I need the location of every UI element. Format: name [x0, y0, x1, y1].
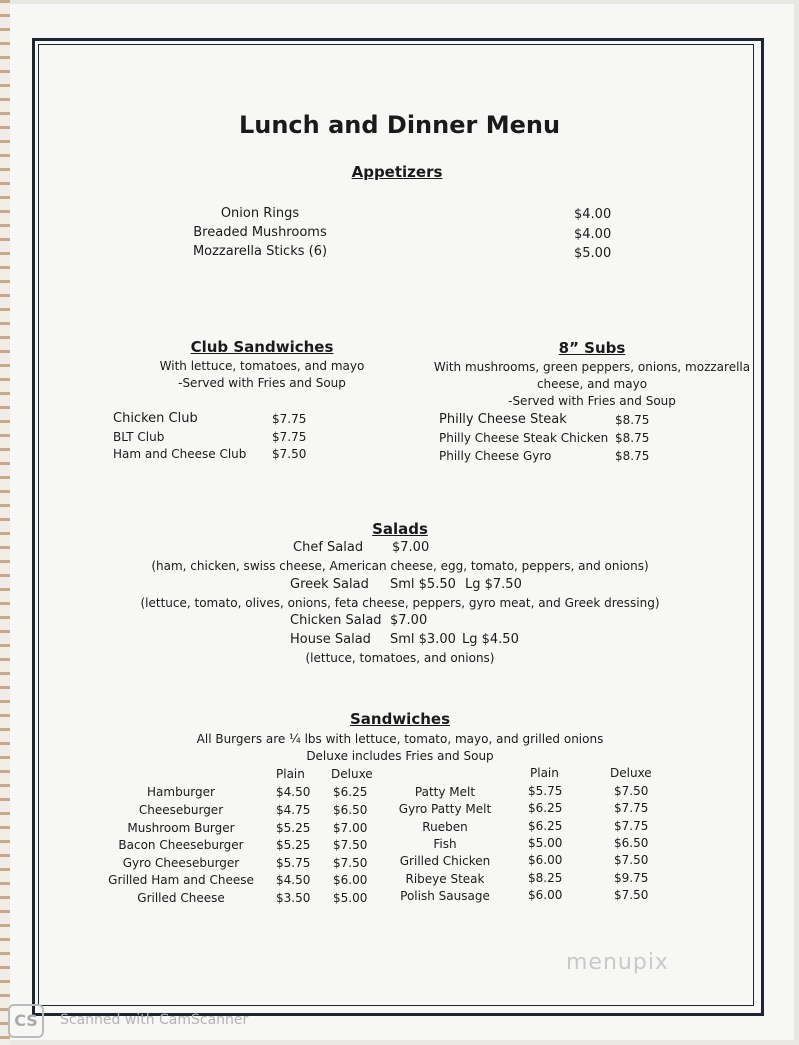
page-title: Lunch and Dinner Menu: [238, 111, 561, 139]
subs-description: -Served with Fries and Soup: [508, 394, 676, 408]
sandwiches-note: All Burgers are ¼ lbs with lettuce, tomato, mayo, and grilled onions: [196, 732, 604, 746]
sandwich-price-deluxe: $7.50: [614, 888, 649, 902]
sandwich-price-deluxe: $6.50: [614, 836, 649, 850]
appetizer-price: $5.00: [574, 246, 612, 261]
sandwich-name: Hamburger: [147, 785, 215, 799]
club-description: With lettuce, tomatoes, and mayo: [159, 359, 365, 373]
sandwich-price-deluxe: $7.00: [333, 821, 368, 835]
sandwich-price-deluxe: $7.50: [333, 838, 368, 852]
appetizer-price: $4.00: [574, 227, 612, 242]
salad-name: House Salad: [290, 632, 371, 647]
column-header-plain: Plain: [530, 766, 559, 780]
appetizer-name: Breaded Mushrooms: [193, 225, 327, 240]
salad-price: $7.00: [390, 613, 428, 628]
sub-item-name: Philly Cheese Gyro: [439, 449, 552, 463]
spiral-binding: [0, 0, 10, 1045]
salad-name: Chef Salad: [293, 540, 364, 555]
club-description: -Served with Fries and Soup: [178, 376, 346, 390]
club-item-name: Ham and Cheese Club: [113, 447, 247, 461]
column-header-deluxe: Deluxe: [610, 766, 652, 780]
club-item-name: BLT Club: [113, 430, 165, 444]
camscanner-logo-icon: CS: [8, 1004, 44, 1038]
club-item-price: $7.50: [272, 447, 307, 461]
sandwich-price-deluxe: $7.50: [614, 784, 649, 798]
sandwich-price-plain: $5.25: [276, 821, 311, 835]
sandwich-price-plain: $6.00: [528, 853, 563, 867]
club-item-price: $7.75: [272, 430, 307, 444]
sandwich-price-plain: $5.00: [528, 836, 563, 850]
sandwich-price-plain: $4.75: [276, 803, 311, 817]
appetizer-name: Mozzarella Sticks (6): [192, 244, 328, 259]
sandwich-price-deluxe: $5.00: [333, 891, 368, 905]
sandwich-name: Fish: [433, 837, 457, 851]
sandwich-price-deluxe: $9.75: [614, 871, 649, 885]
sandwich-name: Cheeseburger: [138, 803, 224, 817]
subs-heading: 8” Subs: [558, 339, 626, 357]
sub-item-price: $8.75: [615, 431, 650, 445]
sandwich-price-deluxe: $6.25: [333, 785, 368, 799]
sandwich-price-plain: $5.25: [276, 838, 311, 852]
salad-name: Chicken Salad: [290, 613, 382, 628]
salad-description: (lettuce, tomatoes, and onions): [305, 651, 495, 665]
subs-description: With mushrooms, green peppers, onions, mozzarella: [433, 360, 751, 374]
sandwich-price-deluxe: $7.50: [614, 853, 649, 867]
sandwich-price-deluxe: $7.75: [614, 819, 649, 833]
sandwich-name: Grilled Chicken: [399, 854, 491, 868]
salad-description: (lettuce, tomato, olives, onions, feta cheese, peppers, gyro meat, and Greek dressing): [140, 596, 660, 610]
sub-item-price: $8.75: [615, 413, 650, 427]
column-header-plain: Plain: [276, 767, 305, 781]
sandwich-price-deluxe: $6.50: [333, 803, 368, 817]
appetizer-name: Onion Rings: [220, 206, 300, 221]
sandwich-name: Bacon Cheeseburger: [118, 838, 244, 852]
salad-name: Greek Salad: [290, 577, 369, 592]
sandwiches-heading: Sandwiches: [349, 710, 450, 728]
sandwich-price-deluxe: $7.75: [614, 801, 649, 815]
sandwich-name: Polish Sausage: [400, 889, 490, 903]
sandwich-name: Gyro Patty Melt: [398, 802, 492, 816]
salad-price: $7.00: [392, 540, 430, 555]
club-heading: Club Sandwiches: [190, 338, 334, 356]
sandwich-price-plain: $5.75: [528, 784, 563, 798]
sandwich-price-plain: $4.50: [276, 785, 311, 799]
sandwich-name: Patty Melt: [414, 785, 476, 799]
salad-price-large: Lg $7.50: [465, 577, 522, 592]
camscanner-text: Scanned with CamScanner: [60, 1012, 249, 1028]
salad-price-small: Sml $3.00: [390, 632, 456, 647]
sub-item-price: $8.75: [615, 449, 650, 463]
sandwich-price-plain: $8.25: [528, 871, 563, 885]
sandwich-price-plain: $4.50: [276, 873, 311, 887]
sub-item-name: Philly Cheese Steak: [439, 412, 567, 427]
sandwich-name: Mushroom Burger: [127, 821, 235, 835]
sandwich-price-plain: $5.75: [276, 856, 311, 870]
sandwich-name: Rueben: [422, 820, 468, 834]
club-item-price: $7.75: [272, 412, 307, 426]
sandwich-name: Grilled Ham and Cheese: [108, 873, 254, 887]
sandwich-price-plain: $6.25: [528, 801, 563, 815]
sub-item-name: Philly Cheese Steak Chicken: [439, 431, 609, 445]
menupix-watermark: menupix: [566, 950, 669, 975]
sandwich-name: Grilled Cheese: [137, 891, 225, 905]
sandwich-price-plain: $6.00: [528, 888, 563, 902]
subs-description: cheese, and mayo: [536, 377, 648, 391]
salad-description: (ham, chicken, swiss cheese, American cheese, egg, tomato, peppers, and onions): [151, 559, 649, 573]
sandwich-name: Ribeye Steak: [405, 872, 485, 886]
sandwich-price-plain: $3.50: [276, 891, 311, 905]
appetizer-price: $4.00: [574, 207, 612, 222]
sandwich-price-deluxe: $6.00: [333, 873, 368, 887]
column-header-deluxe: Deluxe: [331, 767, 373, 781]
sandwich-name: Gyro Cheeseburger: [122, 856, 240, 870]
salad-price-small: Sml $5.50: [390, 577, 456, 592]
sandwich-price-plain: $6.25: [528, 819, 563, 833]
club-item-name: Chicken Club: [113, 411, 198, 426]
sandwich-price-deluxe: $7.50: [333, 856, 368, 870]
appetizers-heading: Appetizers: [351, 163, 443, 181]
salads-heading: Salads: [372, 520, 428, 538]
salad-price-large: Lg $4.50: [462, 632, 519, 647]
sandwiches-note: Deluxe includes Fries and Soup: [306, 749, 494, 763]
